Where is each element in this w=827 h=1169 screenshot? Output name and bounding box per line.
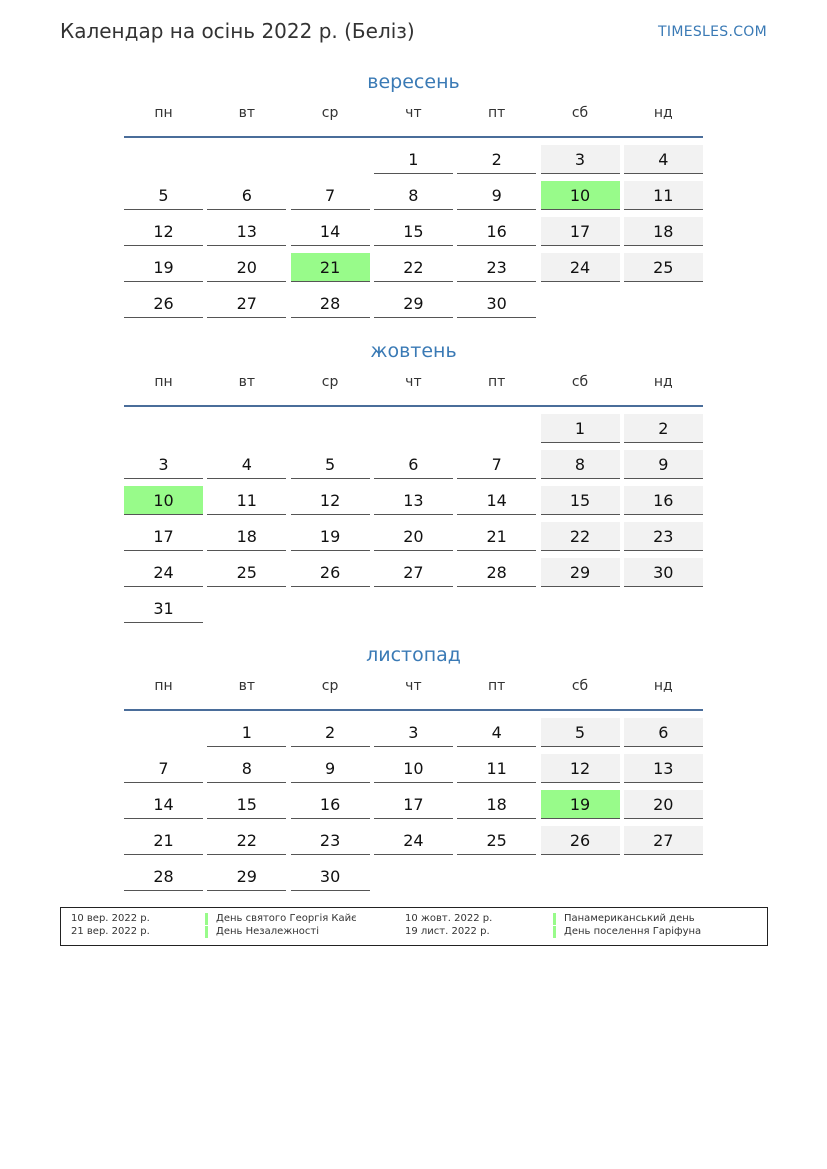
day-cell: 14 [457,486,536,515]
weekday-label: вт [238,105,255,121]
weekday-label: чт [405,374,422,390]
month-calendar [124,337,703,618]
day-cell: 9 [457,181,536,210]
day-cell: 4 [457,718,536,747]
weekday-label: пн [154,105,173,121]
day-cell: 28 [124,862,203,891]
day-cell: 9 [624,450,703,479]
day-cell: 25 [207,558,286,587]
day-cell: 7 [291,181,370,210]
day-cell: 13 [374,486,453,515]
day-cell: 27 [374,558,453,587]
day-cell: 11 [207,486,286,515]
legend-date: 10 жовт. 2022 р. [405,913,493,924]
day-cell: 14 [124,790,203,819]
page-title: Календар на осінь 2022 р. (Беліз) [60,19,415,43]
day-cell: 24 [374,826,453,855]
weekday-header [124,369,703,407]
weekday-label: сб [571,105,589,121]
day-cell: 2 [624,414,703,443]
day-cell: 12 [291,486,370,515]
day-cell: 11 [624,181,703,210]
day-cell: 25 [624,253,703,282]
day-cell: 9 [291,754,370,783]
day-cell: 27 [624,826,703,855]
day-cell: 5 [541,718,620,747]
day-cell: 19 [124,253,203,282]
day-cell: 29 [374,289,453,318]
day-cell: 13 [207,217,286,246]
day-cell: 12 [124,217,203,246]
day-cell: 18 [624,217,703,246]
day-cell: 10 [541,181,620,210]
day-cell: 20 [374,522,453,551]
legend-holiday-name: День святого Георгія Кайє [205,913,357,925]
day-cell: 4 [207,450,286,479]
day-cell: 29 [207,862,286,891]
day-cell: 14 [291,217,370,246]
day-cell: 27 [207,289,286,318]
site-link[interactable]: TIMESLES.COM [658,24,767,40]
month-calendar [124,68,703,313]
weekday-label: чт [405,105,422,121]
day-cell: 5 [124,181,203,210]
weekday-label: пт [488,374,506,390]
day-cell: 24 [124,558,203,587]
day-cell: 24 [541,253,620,282]
weekday-label: ср [321,374,339,390]
holiday-legend [60,907,768,946]
day-cell: 17 [124,522,203,551]
legend-date: 19 лист. 2022 р. [405,926,490,937]
day-cell: 10 [374,754,453,783]
day-cell: 15 [374,217,453,246]
day-cell: 15 [207,790,286,819]
weekday-label: вт [238,374,255,390]
day-cell: 21 [124,826,203,855]
day-cell: 20 [624,790,703,819]
weekday-label: сб [571,678,589,694]
day-cell: 25 [457,826,536,855]
day-cell: 29 [541,558,620,587]
day-cell: 12 [541,754,620,783]
day-cell: 1 [207,718,286,747]
day-cell: 16 [457,217,536,246]
weekday-label: ср [321,105,339,121]
day-cell: 8 [374,181,453,210]
weekday-label: нд [653,374,673,390]
legend-date: 21 вер. 2022 р. [71,926,150,937]
day-cell: 13 [624,754,703,783]
day-cell: 1 [541,414,620,443]
weekday-label: нд [653,105,673,121]
day-cell: 3 [541,145,620,174]
day-cell: 1 [374,145,453,174]
day-cell: 22 [541,522,620,551]
legend-row [61,926,767,939]
weekday-label: вт [238,678,255,694]
day-cell: 3 [124,450,203,479]
day-cell: 6 [624,718,703,747]
day-cell: 23 [457,253,536,282]
weekday-header [124,673,703,711]
day-cell: 30 [457,289,536,318]
month-title: жовтень [370,340,457,362]
weekday-label: нд [653,678,673,694]
day-cell: 17 [541,217,620,246]
day-cell: 20 [207,253,286,282]
weekday-header [124,100,703,138]
legend-holiday-name: Панамериканський день [553,913,695,925]
day-cell: 28 [457,558,536,587]
day-cell: 31 [124,594,203,623]
day-cell: 8 [541,450,620,479]
day-cell: 23 [291,826,370,855]
day-cell: 5 [291,450,370,479]
day-cell: 22 [374,253,453,282]
legend-row [61,913,767,926]
month-calendar [124,641,703,886]
day-cell: 17 [374,790,453,819]
day-cell: 11 [457,754,536,783]
day-cell: 26 [124,289,203,318]
day-cell: 7 [457,450,536,479]
day-cell: 23 [624,522,703,551]
month-title: вересень [367,71,460,93]
weekday-label: чт [405,678,422,694]
day-cell: 30 [291,862,370,891]
day-cell: 8 [207,754,286,783]
weekday-label: сб [571,374,589,390]
day-cell: 18 [207,522,286,551]
day-cell: 21 [457,522,536,551]
day-cell: 2 [291,718,370,747]
day-cell: 2 [457,145,536,174]
weekday-label: пн [154,678,173,694]
legend-holiday-name: День поселення Гаріфуна [553,926,701,938]
day-cell: 28 [291,289,370,318]
day-cell: 15 [541,486,620,515]
day-cell: 10 [124,486,203,515]
day-cell: 6 [374,450,453,479]
day-cell: 19 [541,790,620,819]
day-cell: 19 [291,522,370,551]
day-cell: 16 [624,486,703,515]
day-cell: 26 [541,826,620,855]
day-cell: 26 [291,558,370,587]
day-cell: 3 [374,718,453,747]
day-cell: 16 [291,790,370,819]
weekday-label: пт [488,105,506,121]
weekday-label: ср [321,678,339,694]
day-cell: 6 [207,181,286,210]
day-cell: 18 [457,790,536,819]
legend-date: 10 вер. 2022 р. [71,913,150,924]
day-cell: 22 [207,826,286,855]
day-cell: 21 [291,253,370,282]
legend-holiday-name: День Незалежності [205,926,319,938]
month-title: листопад [366,644,461,666]
day-cell: 30 [624,558,703,587]
weekday-label: пт [488,678,506,694]
day-cell: 4 [624,145,703,174]
day-cell: 7 [124,754,203,783]
weekday-label: пн [154,374,173,390]
